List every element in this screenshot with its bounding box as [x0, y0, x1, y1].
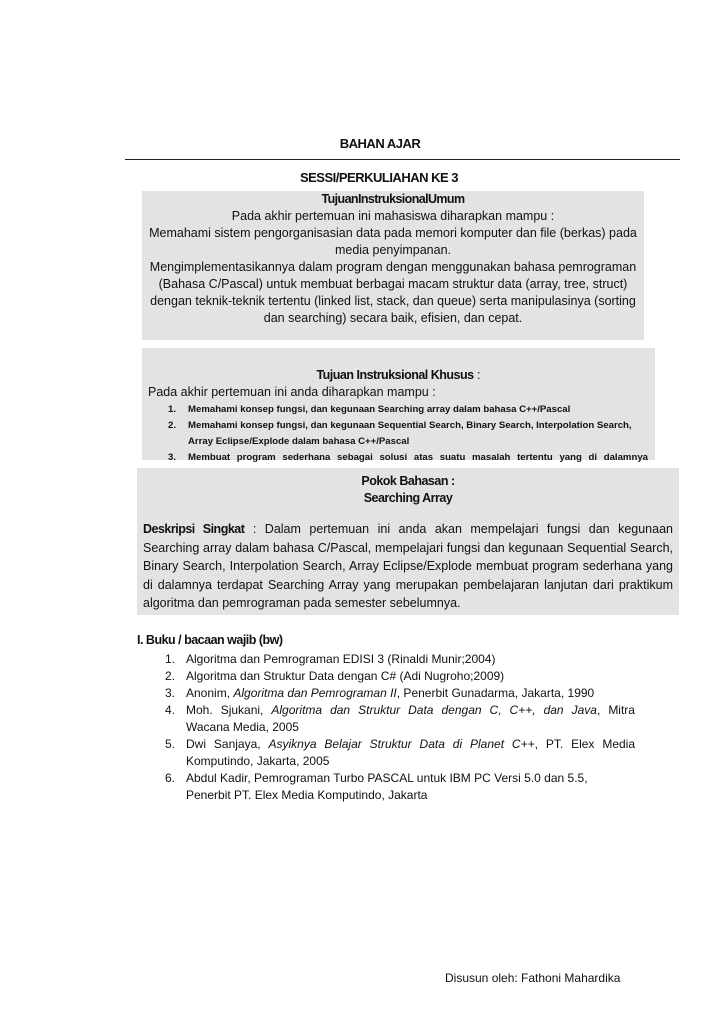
ref-author: Dwi Sanjaya, [186, 737, 269, 751]
short-description [143, 520, 673, 613]
list-item-line: Abdul Kadir, Pemrograman Turbo PASCAL untuk IBM PC Versi 5.0 dan 5.5, [186, 771, 588, 785]
author-credit: Disusun oleh: Fathoni Mahardika [445, 971, 621, 985]
list-item-text [186, 702, 635, 736]
general-objectives-line: media penyimpanan. [334, 243, 452, 257]
ref-publisher: , PT. Elex Media [534, 737, 636, 751]
list-item-line: Wacana Media, 2005 [186, 720, 299, 734]
list-item-line: Array Eclipse/Explode dalam bahasa C++/Pascal [188, 436, 410, 447]
list-item-line: Memahami konsep fungsi, dan kegunaan Sequential Search, Binary Search, Interpolation Search, [188, 420, 632, 431]
general-objectives-line: Mengimplementasikannya dalam program dengan menggunakan bahasa pemrograman [149, 260, 637, 274]
ref-title: Asyiknya Belajar Struktur Data di Planet C++ [268, 737, 535, 751]
list-item-line: Penerbit PT. Elex Media Komputindo, Jakarta [186, 788, 428, 802]
list-item [165, 770, 635, 804]
list-item-number: 3. [165, 686, 176, 700]
document-title: BAHAN AJAR [339, 136, 421, 151]
list-item-text: Algoritma dan Struktur Data dengan C# (Adi Nugroho;2009) [186, 669, 505, 683]
list-item-text: Membuat program sederhana sebagai solusi atas suatu masalah tertentu yang di dalamnya [188, 452, 648, 463]
short-description-label: Deskripsi Singkat [143, 522, 245, 536]
specific-objectives-intro: Pada akhir pertemuan ini anda diharapkan mampu : [148, 385, 436, 399]
general-objectives-line: dan searching) secara baik, efisien, dan cepat. [263, 311, 523, 325]
list-item [165, 736, 635, 770]
ref-publisher: , Penerbit Gunadarma, Jakarta, 1990 [396, 686, 595, 700]
list-item-number: 2. [168, 420, 177, 431]
title-divider [125, 159, 680, 160]
topic-header [137, 473, 679, 507]
list-item-number: 2. [165, 669, 176, 683]
list-item-text: Algoritma dan Pemrograman EDISI 3 (Rinaldi Munir;2004) [186, 652, 496, 666]
references-list [165, 651, 635, 804]
list-item-line: Komputindo, Jakarta, 2005 [186, 754, 330, 768]
specific-objectives-heading: Tujuan Instruksional Khusus [316, 368, 474, 382]
ref-author: Moh. Sjukani, [186, 703, 272, 717]
general-objectives-line: dengan teknik-teknik tertentu (linked list, stack, dan queue) serta manipulasinya (sorting [150, 294, 636, 308]
ref-title: Algoritma dan Struktur Data dengan C, C++, dan Java [271, 703, 597, 717]
general-objectives-box [142, 191, 644, 340]
list-item-number: 1. [165, 652, 176, 666]
general-objectives-line: (Bahasa C/Pascal) untuk membuat berbagai macam struktur data (array, tree, struct) [158, 277, 628, 291]
list-item [168, 402, 648, 418]
list-item-text [186, 736, 635, 770]
list-item-text: Memahami konsep fungsi, dan kegunaan Searching array dalam bahasa C++/Pascal [188, 404, 571, 415]
list-item-text [186, 770, 635, 804]
list-item-number: 4. [165, 703, 176, 717]
session-title: SESSI/PERKULIAHAN KE 3 [299, 170, 459, 185]
short-description-text: : Dalam pertemuan ini anda akan mempelajari fungsi dan kegunaan Searching array dalam bahasa C/Pascal, mempelajari fungsi dan kegunaan Sequential Search, Binary Search, Interpolation Search, Array Eclipse/Explode membuat program sederhana yang di dalamnya terdapat Searching Array yang merupakan pembelajaran lanjutan dari praktikum algoritma dan pemrograman pada semester sebelumnya. [143, 522, 673, 611]
list-item [165, 668, 635, 685]
list-item-line [186, 702, 635, 719]
list-item [168, 418, 648, 450]
ref-publisher: , Mitra [596, 703, 635, 717]
list-item [165, 651, 635, 668]
ref-author: Anonim, [186, 686, 234, 700]
specific-objectives-box [142, 348, 655, 463]
list-item-line [186, 736, 635, 753]
list-item-text [186, 685, 635, 702]
list-item [168, 450, 648, 466]
specific-objectives-title [142, 368, 655, 382]
list-item-number: 3. [168, 452, 177, 463]
general-objectives-line: Pada akhir pertemuan ini mahasiswa diharapkan mampu : [231, 209, 555, 223]
list-item-number: 5. [165, 737, 176, 751]
ref-title: Algoritma dan Pemrograman II [233, 686, 397, 700]
specific-objectives-list [168, 402, 648, 466]
list-item-number: 6. [165, 771, 176, 785]
general-objectives-line: Memahami sistem pengorganisasian data pada memori komputer dan file (berkas) pada [149, 226, 637, 240]
general-objectives-heading: TujuanInstruksionalUmum [321, 192, 465, 206]
references-heading: I. Buku / bacaan wajib (bw) [137, 633, 283, 647]
specific-objectives-colon: : [473, 368, 481, 382]
list-item [165, 685, 635, 702]
topic-box [137, 468, 679, 615]
topic-name: Searching Array [363, 491, 453, 505]
list-item [165, 702, 635, 736]
list-item-text [188, 418, 648, 450]
topic-heading: Pokok Bahasan : [361, 474, 455, 488]
list-item-number: 1. [168, 404, 177, 415]
